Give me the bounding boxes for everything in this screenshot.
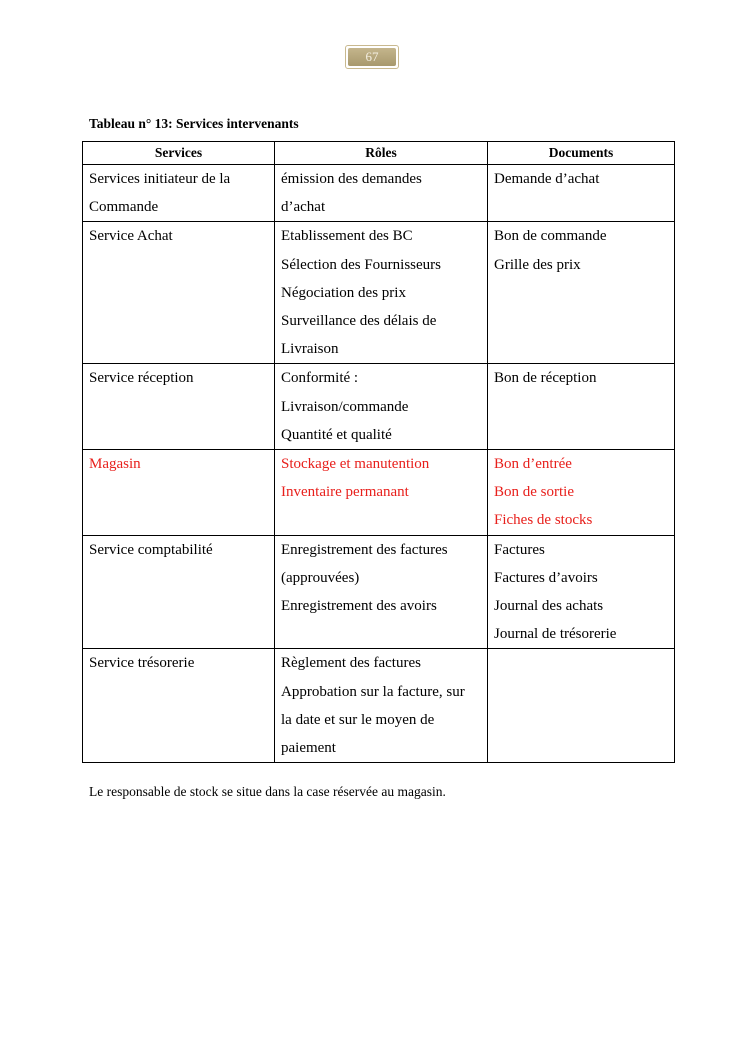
cell-line: Enregistrement des avoirs xyxy=(281,598,437,615)
cell-line: Livraison/commande xyxy=(281,398,409,415)
documents-cell xyxy=(488,165,675,222)
roles-cell xyxy=(275,450,488,536)
cell-line: Journal des achats xyxy=(494,598,604,615)
cell-line: Surveillance des délais de xyxy=(281,313,437,330)
page-number-badge xyxy=(345,45,399,69)
cell-line: Service trésorerie xyxy=(89,655,195,672)
cell-line: Fiches de stocks xyxy=(494,512,593,529)
page-number: 67 xyxy=(348,48,396,66)
cell-line: Sélection des Fournisseurs xyxy=(281,256,441,273)
table-header-row xyxy=(83,142,675,165)
cell-line: Conformité : xyxy=(281,370,359,387)
header-services: Services xyxy=(83,142,275,165)
service-cell xyxy=(83,649,275,763)
table-row-highlighted xyxy=(83,450,675,536)
service-cell xyxy=(83,535,275,649)
documents-cell xyxy=(488,535,675,649)
header-documents: Documents xyxy=(488,142,675,165)
cell-line: Bon d’entrée xyxy=(494,456,572,473)
cell-line: Demande d’achat xyxy=(494,171,600,187)
cell-line: Bon de commande xyxy=(494,228,607,245)
cell-line: Livraison xyxy=(281,341,339,358)
roles-cell xyxy=(275,535,488,649)
cell-line: d’achat xyxy=(281,199,326,216)
cell-line: Service Achat xyxy=(89,228,173,245)
cell-line: Quantité et qualité xyxy=(281,426,392,443)
cell-line: paiement xyxy=(281,740,336,757)
cell-line: Grille des prix xyxy=(494,256,581,273)
cell-line: Règlement des factures xyxy=(281,655,421,672)
table-caption: Tableau n° 13: Services intervenants xyxy=(89,116,299,131)
roles-cell xyxy=(275,222,488,364)
cell-line: Bon de sortie xyxy=(494,484,574,501)
cell-line: Factures d’avoirs xyxy=(494,569,598,586)
cell-line: Commande xyxy=(89,199,159,216)
table-row xyxy=(83,165,675,222)
cell-line: Etablissement des BC xyxy=(281,228,413,245)
table-row xyxy=(83,649,675,763)
service-cell xyxy=(83,222,275,364)
cell-line: (approuvées) xyxy=(281,569,360,586)
roles-cell xyxy=(275,165,488,222)
note-text: Le responsable de stock se situe dans la case réservée au magasin. xyxy=(89,784,446,799)
cell-line: la date et sur le moyen de xyxy=(281,711,435,728)
cell-line: Enregistrement des factures xyxy=(281,541,448,558)
cell-line: Magasin xyxy=(89,456,141,473)
cell-line: Services initiateur de la xyxy=(89,171,231,187)
cell-line: émission des demandes xyxy=(281,171,422,187)
cell-line: Approbation sur la facture, sur xyxy=(281,683,465,700)
cell-line: Stockage et manutention xyxy=(281,456,430,473)
documents-cell xyxy=(488,222,675,364)
documents-cell xyxy=(488,364,675,450)
roles-cell xyxy=(275,649,488,763)
cell-line: Factures xyxy=(494,541,545,558)
cell-line: Inventaire permanant xyxy=(281,484,409,501)
cell-line: Négociation des prix xyxy=(281,284,406,301)
cell-line: Service comptabilité xyxy=(89,541,213,558)
service-cell xyxy=(83,364,275,450)
documents-cell xyxy=(488,649,675,763)
table-row xyxy=(83,364,675,450)
services-table xyxy=(82,141,675,763)
roles-cell xyxy=(275,364,488,450)
header-roles: Rôles xyxy=(275,142,488,165)
cell-line: Service réception xyxy=(89,370,194,387)
documents-cell xyxy=(488,450,675,536)
table-row xyxy=(83,535,675,649)
table-row xyxy=(83,222,675,364)
service-cell xyxy=(83,165,275,222)
cell-line: Bon de réception xyxy=(494,370,597,387)
cell-line: Journal de trésorerie xyxy=(494,626,617,643)
service-cell xyxy=(83,450,275,536)
